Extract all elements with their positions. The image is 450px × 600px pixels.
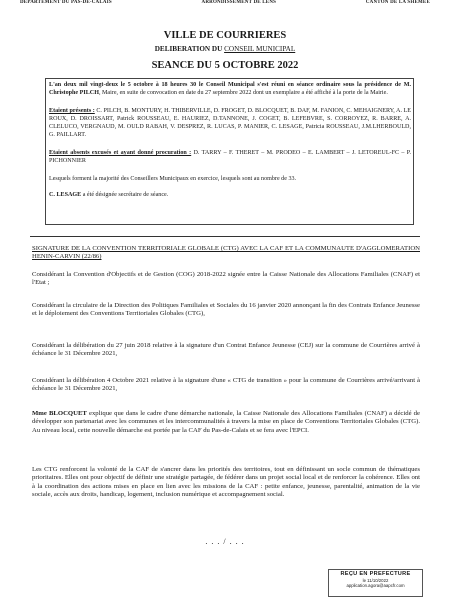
ctg-paragraph: Les CTG renforcent la volonté de la CAF de s'ancrer dans les priorités des territoires, tout en définissant un socle commun de thématiques prioritaires. Elles ont pour objectif de définir une stratégie partagée, de fédérer dans un projet social local et de renforcer la cohérence. Elles ont à la coordination des actions mises en place en lien avec les missions de la CAF : petite enfance, jeunesse, parentalité, animation de la vie sociale, accès aux droits, handicap, logement, inclusion numérique et accompagnement social.: [32, 466, 420, 499]
convocation-lead: L'an deux mil vingt-deux le 5 octobre à 18 heures 30 le Conseil Municipal s'est réuni en séance ordinaire sous la présidence de: [49, 82, 404, 88]
secretary-paragraph: [49, 192, 411, 200]
stamp-line2: le 11/10/2022: [362, 578, 389, 583]
continuation-marker: . . . / . . .: [205, 537, 245, 546]
prefecture-stamp: [328, 569, 423, 597]
quorum-text: Lesquels forment la majorité des Conseillers Municipaux en exercice, lesquels sont au nombre de 33.: [49, 176, 297, 182]
expose-text: explique que dans le cadre d'une démarche nationale, la Caisse Nationale des Allocations Familiales (CNAF) a décidé de développer son partenariat avec les communes et les intercommunalités à travers la mise en place de Conventions Territoriales Globales (CTG). Au niveau local, cette nouvelle démarche est portée par la CAF du Pas-de-Calais et se fera avec l'EPCI.: [32, 410, 420, 434]
considerant-3: Considérant la délibération du 27 juin 2018 relative à la signature d'un Contrat Enfance Jeunesse (CEJ) sur la commune de Courrières arrivé à échéance le 31 Décembre 2021,: [32, 342, 420, 358]
considerant-1: Considérant la Convention d'Objectifs et de Gestion (COG) 2018-2022 signée entre la Caisse Nationale des Allocations Familiales (CNAF) et l'Etat ;: [32, 271, 420, 287]
stamp-line3: application.agora@aapcfr.com: [346, 583, 405, 588]
deliberation-subtitle: [0, 45, 450, 53]
considerant-2: Considérant la circulaire de la Direction des Politiques Familiales et Sociales du 16 janvier 2020 annonçant la fin des Contrats Enfance Jeunesse et le déploiement des Conventions Territoriales Globales (CTG),: [32, 302, 420, 318]
header-canton: CANTON DE LA SHEMEE: [365, 0, 430, 5]
convocation-rest: , Maire, en suite de convocation en date du 27 septembre 2022 dont un exemplaire a été affiché à la porte de la Mairie.: [98, 89, 388, 96]
session-date-title: SEANCE DU 5 OCTOBRE 2022: [151, 60, 299, 71]
header-arrondissement: ARRONDISSEMENT DE LENS: [201, 0, 277, 5]
presents-label: Etaient présents :: [49, 108, 95, 114]
subtitle-underlined: CONSEIL MUNICIPAL: [224, 45, 296, 53]
absents-paragraph: [49, 150, 411, 166]
absents-label: Etaient absents excusés et ayant donné procuration :: [49, 150, 192, 156]
presents-paragraph: [49, 108, 411, 140]
secretary-name: C. LESAGE: [49, 192, 82, 198]
section-divider: [30, 236, 420, 237]
expose-paragraph: [32, 410, 420, 435]
mayor-name: M. Christophe PILCH: [49, 82, 411, 96]
town-title: VILLE DE COURRIERES: [163, 30, 287, 41]
speaker-name: Mme BLOCQUET: [32, 410, 87, 417]
subtitle-prefix: DELIBERATION DU: [154, 45, 225, 53]
considerant-4: Considérant la délibération 4 Octobre 2021 relative à la signature d'une « CTG de transition » pour la commune de Courrières arrivé/arrivant à échéance le 31 Décembre 2021,: [32, 377, 420, 393]
presents-names: C. PILCH, B. MONTURY, H. THIBERVILLE, D. FROGET, D. BLOCQUET, B. DAF, M. FANION, C. MEHAIGNERY, A. LE ROUX, D. DROISSART, Patrick ROUSSEAU, E. HAURIEZ, D.TANNONE, J. COGET, B. LEFEBVRE, S. CORROYEZ, R. BARRE, A. CLELUCO, VERGNAUD, M. OULD RABAH, V. DESPREZ, R. LUCAS, P. MANIER, C. LESAGE, Patricia ROUSSEAU, J.M.LHERBOULD, G. PAILLART.: [49, 108, 411, 138]
stamp-line1: REÇU EN PREFECTURE: [340, 571, 411, 577]
secretary-rest: a été désignée secrétaire de séance.: [81, 192, 169, 198]
deliberation-subject: SIGNATURE DE LA CONVENTION TERRITORIALE GLOBALE (CTG) AVEC LA CAF ET LA COMMUNAUTE D'AGGLOMERATION HENIN-CARVIN (22/86): [32, 245, 420, 261]
convocation-paragraph: [49, 82, 411, 98]
header-department: DÉPARTEMENT DU PAS-DE-CALAIS: [20, 0, 112, 5]
administrative-header: [20, 0, 430, 7]
absents-names: D. TARRY – F. THERET – M. PRODEO – E. LAMBERT – J. LETOREUL-FC – P. PICHONNIER: [49, 150, 411, 164]
